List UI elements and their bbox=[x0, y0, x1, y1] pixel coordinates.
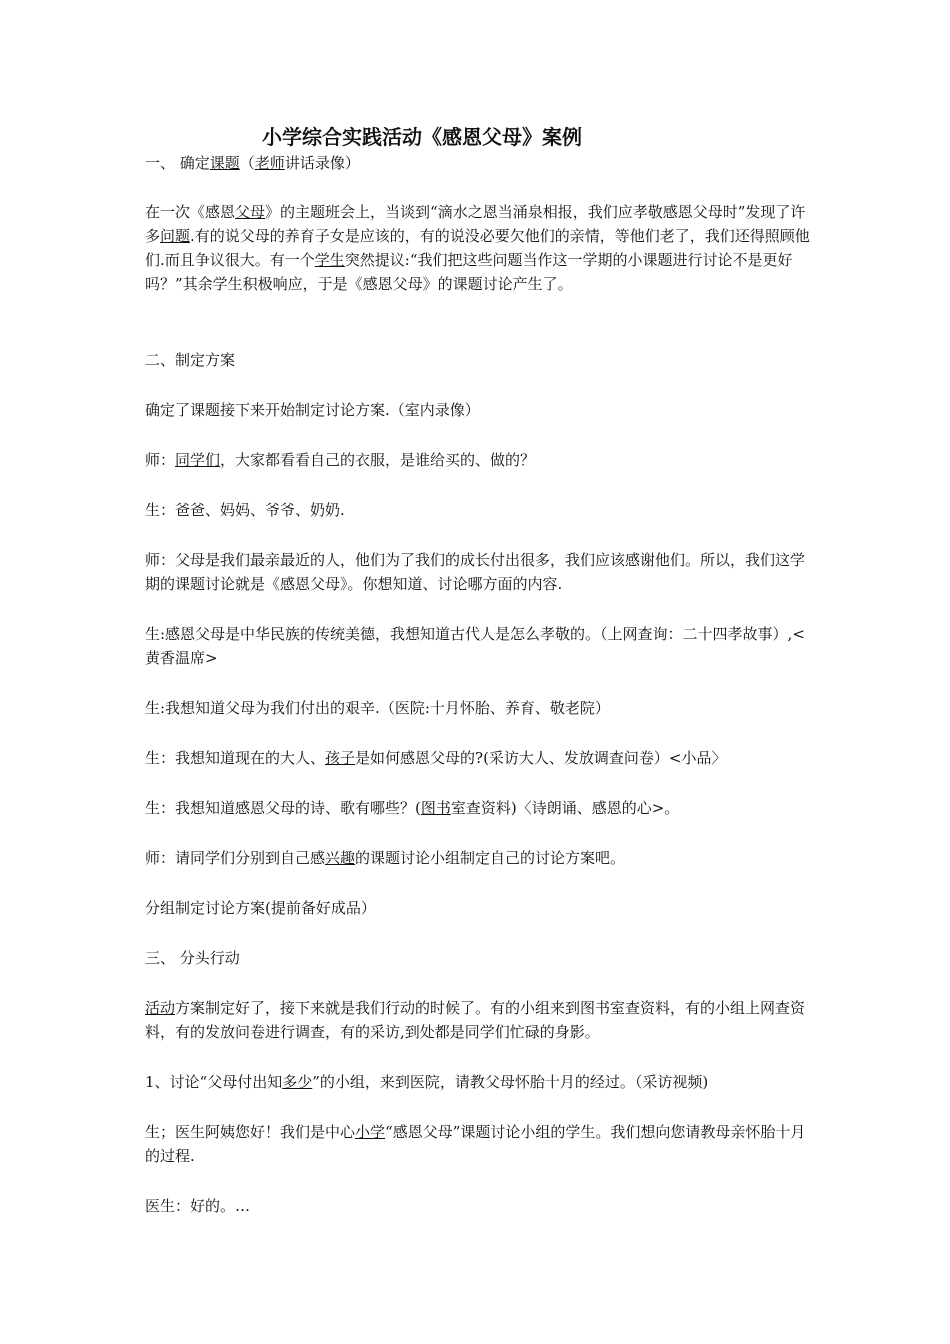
text-run: 室查资料)〈诗朗诵、感恩的心>。 bbox=[450, 799, 680, 817]
underlined-term: 同学们 bbox=[175, 451, 221, 469]
text-run: ，大家都看看自己的衣服，是谁给买的、做的？ bbox=[220, 451, 536, 469]
dialogue-line bbox=[145, 746, 810, 770]
section-heading-2: 二、制定方案 bbox=[145, 351, 236, 369]
text-run: .有的说父母的养育子女是应该的，有的说没必要欠他们的亲情，等他们老了，我们还得照顾他们.而且争议很大。有一个 bbox=[145, 227, 810, 269]
text-run: 在一次《感恩 bbox=[145, 203, 236, 221]
dialogue-line bbox=[145, 846, 810, 870]
paragraph: 分组制定讨论方案(提前备好成品） bbox=[145, 899, 376, 917]
underlined-term: 课题 bbox=[209, 154, 240, 172]
dialogue-line bbox=[145, 1120, 810, 1168]
underlined-term: 小学 bbox=[355, 1123, 386, 1141]
text-run: 生；医生阿姨您好！我们是中心 bbox=[145, 1123, 356, 1141]
text-run: 方案制定好了，接下来就是我们行动的时候了。有的小组来到图书室查资料，有的小组上网查资料，有的发放问卷进行调查，有的采访,到处都是同学们忙碌的身影。 bbox=[145, 999, 806, 1041]
dialogue-line: 医生：好的。… bbox=[145, 1197, 251, 1215]
paragraph bbox=[145, 1070, 810, 1094]
underlined-term: 父母 bbox=[235, 203, 266, 221]
underlined-term: 图书 bbox=[420, 799, 451, 817]
underlined-term: 多少 bbox=[282, 1073, 313, 1091]
text-run: 讲话录像） bbox=[284, 154, 360, 172]
text-run: 生：我想知道现在的大人、 bbox=[145, 749, 326, 767]
text-run: “感恩父母”课题讨论小组的学生。我们想向您请教母亲怀胎十月的过程. bbox=[145, 1123, 806, 1165]
text-run: 一、 确定 bbox=[145, 154, 210, 172]
document-title: 小学综合实践活动《感恩父母》案例 bbox=[262, 125, 582, 149]
underlined-term: 老师 bbox=[254, 154, 285, 172]
text-run: 师：请同学们分别到自己感 bbox=[145, 849, 326, 867]
text-run: （ bbox=[239, 154, 255, 172]
paragraph bbox=[145, 996, 810, 1044]
text-run: 是如何感恩父母的?(采访大人、发放调查问卷）<小品〉 bbox=[355, 749, 727, 767]
paragraph-intro bbox=[145, 200, 810, 296]
dialogue-line: 师：父母是我们最亲最近的人，他们为了我们的成长付出很多，我们应该感谢他们。所以，我们这学期的课题讨论就是《感恩父母》。你想知道、讨论哪方面的内容. bbox=[145, 551, 806, 593]
section-heading-1 bbox=[145, 151, 810, 175]
section-heading-3: 三、 分头行动 bbox=[145, 949, 240, 967]
dialogue-line bbox=[145, 448, 810, 472]
dialogue-line: 生:我想知道父母为我们付出的艰辛.（医院:十月怀胎、养育、敬老院） bbox=[145, 699, 610, 717]
text-run: 1、讨论“父母付出知 bbox=[145, 1073, 283, 1091]
underlined-term: 问题 bbox=[160, 227, 191, 245]
paragraph: 确定了课题接下来开始制定讨论方案.（室内录像） bbox=[145, 401, 480, 419]
text-run: 》的主题班会上，当谈到“滴水之恩当涌泉相报，我们应孝敬感恩父母时”发现了许多 bbox=[145, 203, 806, 245]
underlined-term: 学生 bbox=[314, 251, 345, 269]
text-run: ”的小组，来到医院，请教父母怀胎十月的经过。（采访视频) bbox=[312, 1073, 709, 1091]
dialogue-line bbox=[145, 796, 810, 820]
text-run: 的课题讨论小组制定自己的讨论方案吧。 bbox=[355, 849, 626, 867]
text-run: 突然提议:“我们把这些问题当作这一学期的小课题进行讨论不是更好吗？”其余学生积极响应，于是《感恩父母》的课题讨论产生了。 bbox=[145, 251, 793, 293]
text-run: 师： bbox=[145, 451, 176, 469]
underlined-term: 孩子 bbox=[325, 749, 356, 767]
underlined-term: 活动 bbox=[145, 999, 176, 1017]
text-run: 生：我想知道感恩父母的诗、歌有哪些？( bbox=[145, 799, 421, 817]
dialogue-line: 生:感恩父母是中华民族的传统美德，我想知道古代人是怎么孝敬的。（上网查询：二十四孝故事）,<黄香温席> bbox=[145, 625, 805, 667]
dialogue-line: 生：爸爸、妈妈、爷爷、奶奶. bbox=[145, 501, 345, 519]
underlined-term: 兴趣 bbox=[325, 849, 356, 867]
